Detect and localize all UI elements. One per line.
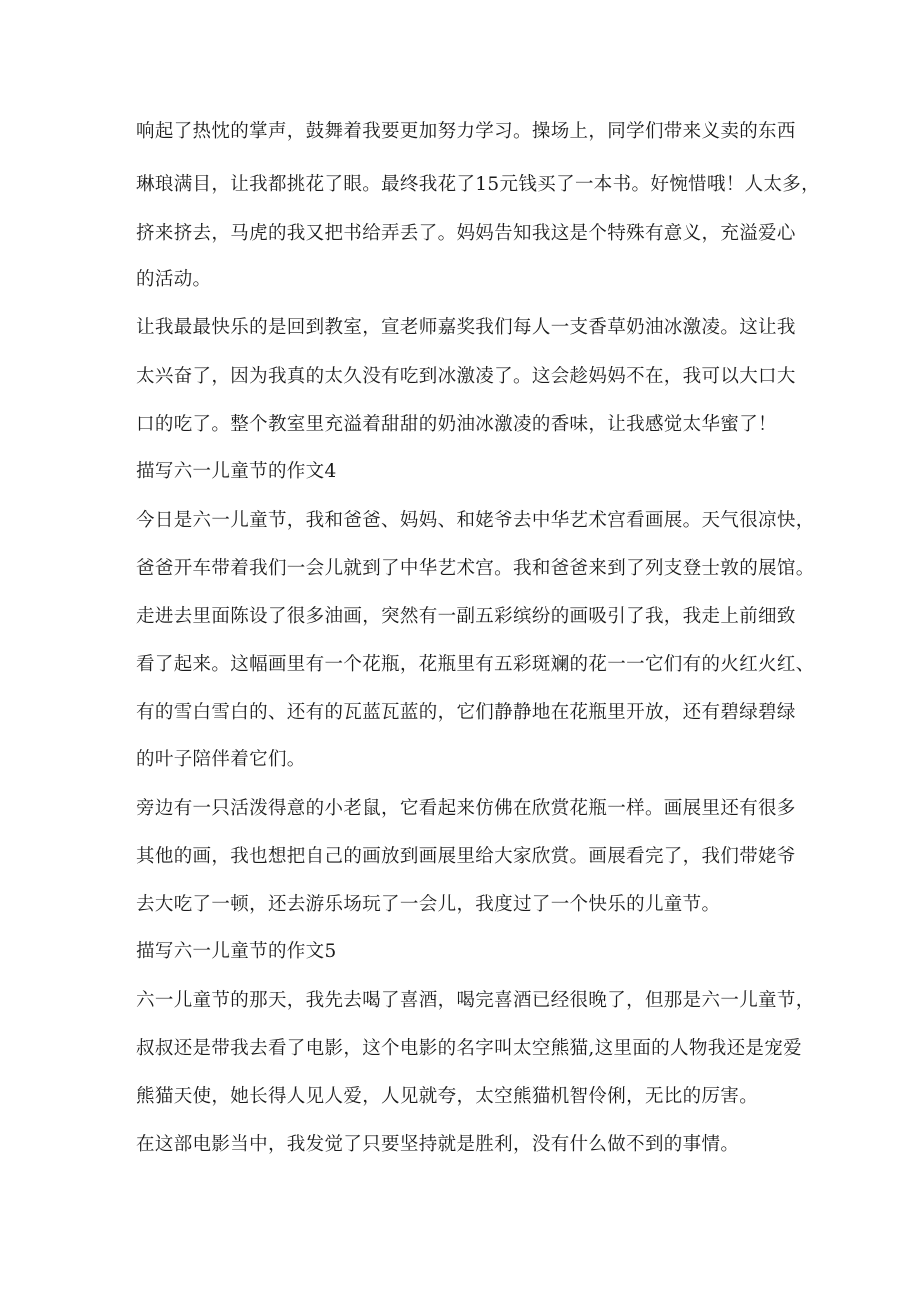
section-heading: 描写六一儿童节的作文5 xyxy=(136,941,337,962)
text-line: 去大吃了一顿，还去游乐场玩了一会儿，我度过了一个快乐的儿童节。 xyxy=(136,894,721,915)
section-heading: 描写六一儿童节的作文4 xyxy=(136,461,337,482)
text-line: 的叶子陪伴着它们。 xyxy=(136,749,306,770)
text-line: 六一儿童节的那天，我先去喝了喜酒，喝完喜酒已经很晚了，但那是六一儿童节， xyxy=(136,990,815,1011)
text-line: 让我最最快乐的是回到教室，宣老师嘉奖我们每人一支香草奶油冰激凌。这让我 xyxy=(136,317,796,338)
text-line: 熊猫天使，她长得人见人爱，人见就夸，太空熊猫机智伶俐，无比的厉害。 xyxy=(136,1086,759,1107)
text-line: 叔叔还是带我去看了电影，这个电影的名字叫太空熊猫,这里面的人物我还是宠爱 xyxy=(136,1038,802,1059)
text-line: 在这部电影当中，我发觉了只要坚持就是胜利，没有什么做不到的事情。 xyxy=(136,1134,740,1155)
text-line: 有的雪白雪白的、还有的瓦蓝瓦蓝的，它们静静地在花瓶里开放，还有碧绿碧绿 xyxy=(136,702,796,723)
text-line: 口的吃了。整个教室里充溢着甜甜的奶油冰激凌的香味，让我感觉太华蜜了！ xyxy=(136,414,777,435)
text-line: 看了起来。这幅画里有一个花瓶，花瓶里有五彩斑斓的花一一它们有的火红火红、 xyxy=(136,654,815,675)
text-line: 太兴奋了，因为我真的太久没有吃到冰激凌了。这会趁妈妈不在，我可以大口大 xyxy=(136,366,796,387)
text-line: 琳琅满目，让我都挑花了眼。最终我花了15元钱买了一本书。好惋惜哦！人太多， xyxy=(136,174,820,195)
text-line: 旁边有一只活泼得意的小老鼠，它看起来仿佛在欣赏花瓶一样。画展里还有很多 xyxy=(136,798,796,819)
text-line: 走进去里面陈设了很多油画，突然有一副五彩缤纷的画吸引了我，我走上前细致 xyxy=(136,606,796,627)
text-line: 今日是六一儿童节，我和爸爸、妈妈、和姥爷去中华艺术宫看画展。天气很凉快， xyxy=(136,510,815,531)
text-line: 响起了热忱的掌声，鼓舞着我要更加努力学习。操场上，同学们带来义卖的东西 xyxy=(136,121,796,142)
text-line: 挤来挤去，马虎的我又把书给弄丢了。妈妈告知我这是个特殊有意义，充溢爱心 xyxy=(136,223,796,244)
text-line: 的活动。 xyxy=(136,269,212,290)
text-line: 其他的画，我也想把自己的画放到画展里给大家欣赏。画展看完了，我们带姥爷 xyxy=(136,846,796,867)
text-line: 爸爸开车带着我们一会儿就到了中华艺术宫。我和爸爸来到了列支登士敦的展馆。 xyxy=(136,558,815,579)
